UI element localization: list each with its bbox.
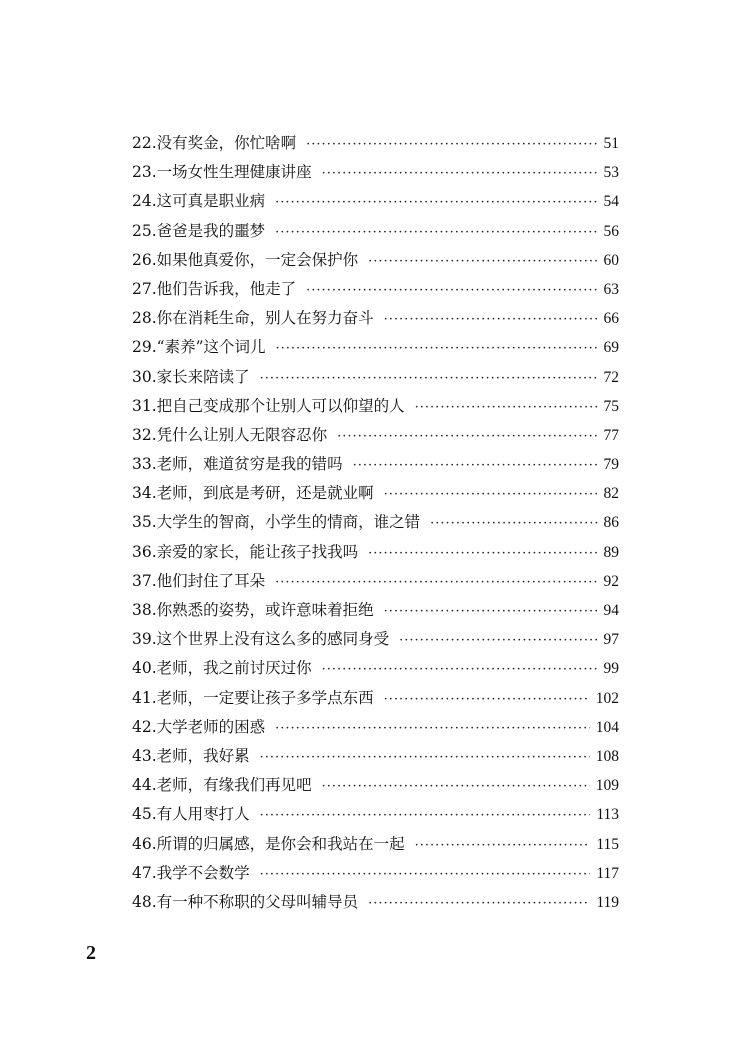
dot-leader (368, 896, 590, 911)
toc-entry-page: 53 (603, 164, 619, 182)
dot-leader (399, 633, 597, 648)
dot-leader (384, 312, 598, 327)
dot-leader (353, 458, 598, 473)
dot-leader (260, 808, 591, 823)
toc-entry (132, 715, 619, 744)
toc-entry (132, 656, 619, 685)
toc-entry (132, 510, 619, 539)
toc-entry-title: 34.老师，到底是考研，还是就业啊 (132, 484, 374, 503)
toc-entry-page: 113 (596, 806, 619, 824)
toc-entry-page: 109 (595, 777, 619, 795)
dot-leader (415, 400, 598, 415)
toc-entry-page: 75 (603, 397, 619, 415)
toc-entry-title: 26.如果他真爱你，一定会保护你 (132, 250, 359, 269)
toc-entry-title: 32.凭什么让别人无限容忍你 (132, 425, 328, 444)
toc-entry-page: 102 (595, 689, 619, 707)
toc-entry-title: 30.家长来陪读了 (132, 367, 250, 386)
toc-entry-title: 31.把自己变成那个让别人可以仰望的人 (132, 396, 405, 415)
toc-entry-title: 33.老师，难道贫穷是我的错吗 (132, 455, 343, 474)
toc-entry-title: 24.这可真是职业病 (132, 192, 266, 211)
toc-entry (132, 306, 619, 335)
toc-entry-page: 115 (596, 835, 619, 853)
toc-entry (132, 423, 619, 452)
toc-entry (132, 277, 619, 306)
dot-leader (368, 254, 597, 269)
dot-leader (275, 195, 597, 210)
toc-entry-page: 54 (603, 193, 619, 211)
toc-entry-title: 41.老师，一定要让孩子多学点东西 (132, 688, 374, 707)
toc-entry (132, 890, 619, 919)
toc-entry-page: 79 (603, 456, 619, 474)
toc-entry-page: 97 (603, 631, 619, 649)
dot-leader (430, 516, 597, 531)
toc-entry-title: 37.他们封住了耳朵 (132, 571, 266, 590)
dot-leader (275, 225, 597, 240)
toc-entry (132, 481, 619, 510)
dot-leader (322, 662, 598, 677)
toc-entry-title: 45.有人用枣打人 (132, 805, 250, 824)
toc-entry (132, 189, 619, 218)
toc-entry (132, 335, 619, 364)
toc-entry-title: 44.老师，有缘我们再见吧 (132, 776, 312, 795)
toc-entry-title: 28.你在消耗生命，别人在努力奋斗 (132, 309, 374, 328)
toc-entry (132, 744, 619, 773)
toc-entry (132, 219, 619, 248)
toc-entry-page: 63 (603, 280, 619, 298)
toc-entry (132, 452, 619, 481)
toc-entry-title: 39.这个世界上没有这么多的感同身受 (132, 630, 390, 649)
toc-entry (132, 248, 619, 277)
page-number: 2 (86, 942, 96, 964)
toc-entry-title: 27.他们告诉我，他走了 (132, 279, 297, 298)
toc-entry-title: 23.一场女性生理健康讲座 (132, 163, 312, 182)
dot-leader (322, 779, 590, 794)
toc-entry-title: 46.所谓的归属感，是你会和我站在一起 (132, 834, 405, 853)
toc-entry-page: 86 (603, 514, 619, 532)
toc-entry-page: 60 (603, 251, 619, 269)
toc-entry-page: 92 (603, 572, 619, 590)
toc-entry-page: 69 (603, 339, 619, 357)
toc-entry-page: 82 (603, 485, 619, 503)
dot-leader (384, 692, 590, 707)
toc-entry (132, 540, 619, 569)
toc-entry-title: 29.“素养”这个词儿 (132, 338, 266, 357)
toc-entry-page: 104 (595, 718, 619, 736)
toc-entry-page: 99 (603, 660, 619, 678)
toc-entry (132, 861, 619, 890)
dot-leader (260, 867, 591, 882)
toc-entry-page: 77 (603, 426, 619, 444)
toc-entry-title: 22.没有奖金，你忙啥啊 (132, 134, 297, 152)
toc-entry-page: 66 (603, 310, 619, 328)
dot-leader (337, 429, 597, 444)
toc-entry (132, 773, 619, 802)
dot-leader (276, 341, 598, 356)
dot-leader (415, 838, 591, 853)
dot-leader (260, 750, 590, 765)
toc-entry-title: 47.我学不会数学 (132, 863, 250, 882)
toc-entry-page: 56 (603, 222, 619, 240)
toc-entry-page: 119 (596, 893, 619, 911)
toc-entry (132, 365, 619, 394)
toc-entry-title: 38.你熟悉的姿势，或许意味着拒绝 (132, 601, 374, 619)
dot-leader (384, 604, 598, 619)
toc-entry-title: 48.有一种不称职的父母叫辅导员 (132, 892, 359, 911)
table-of-contents (132, 131, 619, 919)
toc-entry-page: 89 (603, 543, 619, 561)
toc-entry-title: 25.爸爸是我的噩梦 (132, 221, 266, 240)
dot-leader (306, 137, 597, 152)
toc-entry (132, 131, 619, 160)
toc-entry-title: 36.亲爱的家长，能让孩子找我吗 (132, 542, 359, 561)
toc-entry-page: 117 (596, 864, 619, 882)
toc-entry (132, 627, 619, 656)
toc-entry-page: 72 (603, 368, 619, 386)
toc-entry-page: 51 (603, 135, 619, 152)
toc-entry (132, 160, 619, 189)
dot-leader (306, 283, 597, 298)
toc-entry-title: 43.老师，我好累 (132, 746, 250, 765)
dot-leader (275, 575, 597, 590)
toc-entry (132, 686, 619, 715)
toc-entry-title: 40.老师，我之前讨厌过你 (132, 659, 312, 678)
toc-entry-title: 35.大学生的智商，小学生的情商，谁之错 (132, 513, 421, 532)
toc-entry-title: 42.大学老师的困惑 (132, 717, 266, 736)
toc-entry (132, 832, 619, 861)
dot-leader (275, 721, 590, 736)
dot-leader (260, 371, 598, 386)
toc-entry-page: 94 (603, 602, 619, 619)
dot-leader (322, 166, 598, 181)
toc-entry (132, 569, 619, 598)
toc-entry (132, 802, 619, 831)
toc-entry (132, 598, 619, 627)
toc-entry (132, 394, 619, 423)
dot-leader (368, 546, 597, 561)
toc-entry-page: 108 (595, 747, 619, 765)
dot-leader (384, 487, 598, 502)
